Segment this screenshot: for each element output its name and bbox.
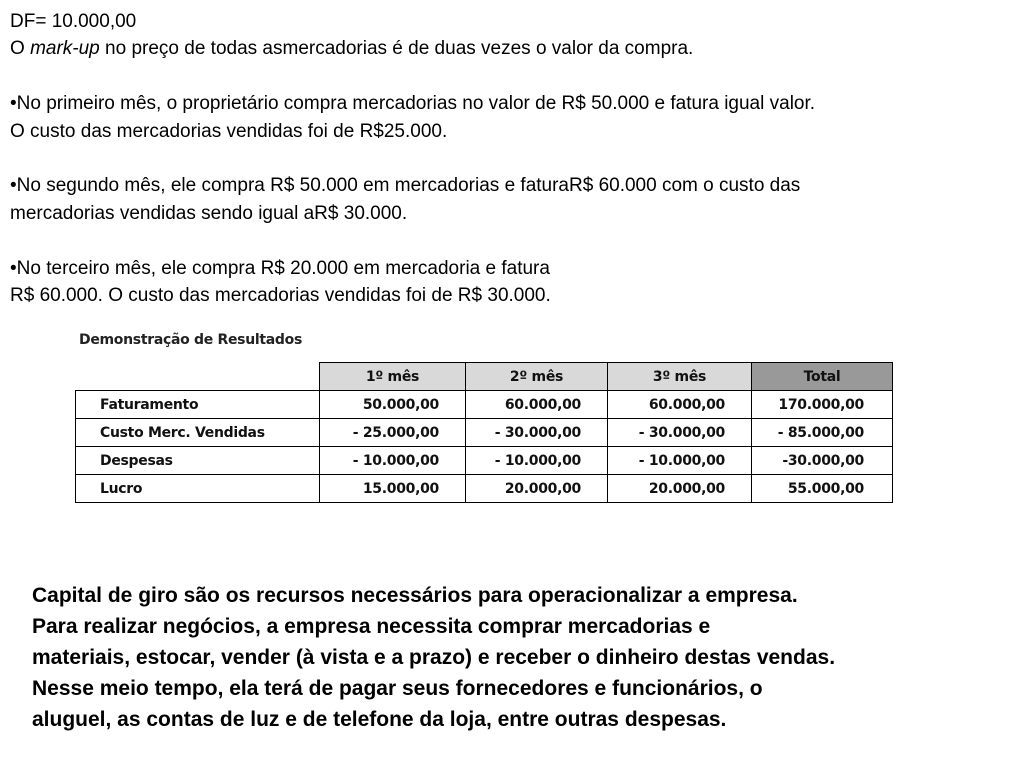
cell-value: 60.000,00 [466, 391, 608, 419]
month3-line1: •No terceiro mês, ele compra R$ 20.000 em mercadoria e fatura [10, 257, 550, 279]
conclusion-line: materiais, estocar, vender (à vista e a prazo) e receber o dinheiro destas vendas. [32, 646, 836, 669]
row-label: Custo Merc. Vendidas [76, 419, 320, 447]
income-statement-table [75, 362, 893, 503]
cell-value: 20.000,00 [466, 475, 608, 503]
cell-value: - 10.000,00 [608, 447, 752, 475]
cell-total: - 85.000,00 [752, 419, 893, 447]
cell-value: - 25.000,00 [320, 419, 466, 447]
cell-value: 20.000,00 [608, 475, 752, 503]
conclusion-line: aluguel, as contas de luz e de telefone da loja, entre outras despesas. [32, 708, 727, 731]
row-label: Despesas [76, 447, 320, 475]
table-row [76, 419, 893, 447]
conclusion-line: Capital de giro são os recursos necessários para operacionalizar a empresa. [32, 584, 798, 607]
intro-text-block [10, 8, 1010, 309]
cell-total: -30.000,00 [752, 447, 893, 475]
markup-rest: no preço de todas asmercadorias é de duas vezes o valor da compra. [99, 38, 694, 60]
month2-line1: •No segundo mês, ele compra R$ 50.000 em mercadorias e faturaR$ 60.000 com o custo das [10, 175, 801, 197]
table-row [76, 475, 893, 503]
markup-line [10, 35, 1010, 62]
table-row [76, 391, 893, 419]
row-label: Faturamento [76, 391, 320, 419]
conclusion-line: Nesse meio tempo, ela terá de pagar seus fornecedores e funcionários, o [32, 677, 763, 700]
month3-line2: R$ 60.000. O custo das mercadorias vendidas foi de R$ 30.000. [10, 285, 551, 307]
cell-value: - 10.000,00 [320, 447, 466, 475]
header-month-2: 2º mês [466, 363, 608, 391]
cell-value: 15.000,00 [320, 475, 466, 503]
cell-value: 60.000,00 [608, 391, 752, 419]
df-line: DF= 10.000,00 [10, 11, 137, 32]
markup-prefix: O [10, 38, 31, 60]
income-statement-title: Demonstração de Resultados [79, 332, 302, 348]
cell-value: - 10.000,00 [466, 447, 608, 475]
markup-term: mark-up [30, 38, 100, 60]
header-month-3: 3º mês [608, 363, 752, 391]
working-capital-paragraph [32, 580, 1017, 735]
cell-value: - 30.000,00 [608, 419, 752, 447]
cell-value: 50.000,00 [320, 391, 466, 419]
header-total: Total [752, 363, 893, 391]
conclusion-line: Para realizar negócios, a empresa necessita comprar mercadorias e [32, 615, 711, 638]
row-label: Lucro [76, 475, 320, 503]
month1-line1: •No primeiro mês, o proprietário compra mercadorias no valor de R$ 50.000 e fatura igual valor. [10, 93, 816, 115]
cell-value: - 30.000,00 [466, 419, 608, 447]
header-blank-cell [76, 363, 320, 391]
header-month-1: 1º mês [320, 363, 466, 391]
cell-total: 170.000,00 [752, 391, 893, 419]
month2-line2: mercadorias vendidas sendo igual aR$ 30.000. [10, 202, 408, 224]
table-row [76, 447, 893, 475]
table-header-row [76, 363, 893, 391]
cell-total: 55.000,00 [752, 475, 893, 503]
month1-line2: O custo das mercadorias vendidas foi de R$25.000. [10, 120, 448, 142]
